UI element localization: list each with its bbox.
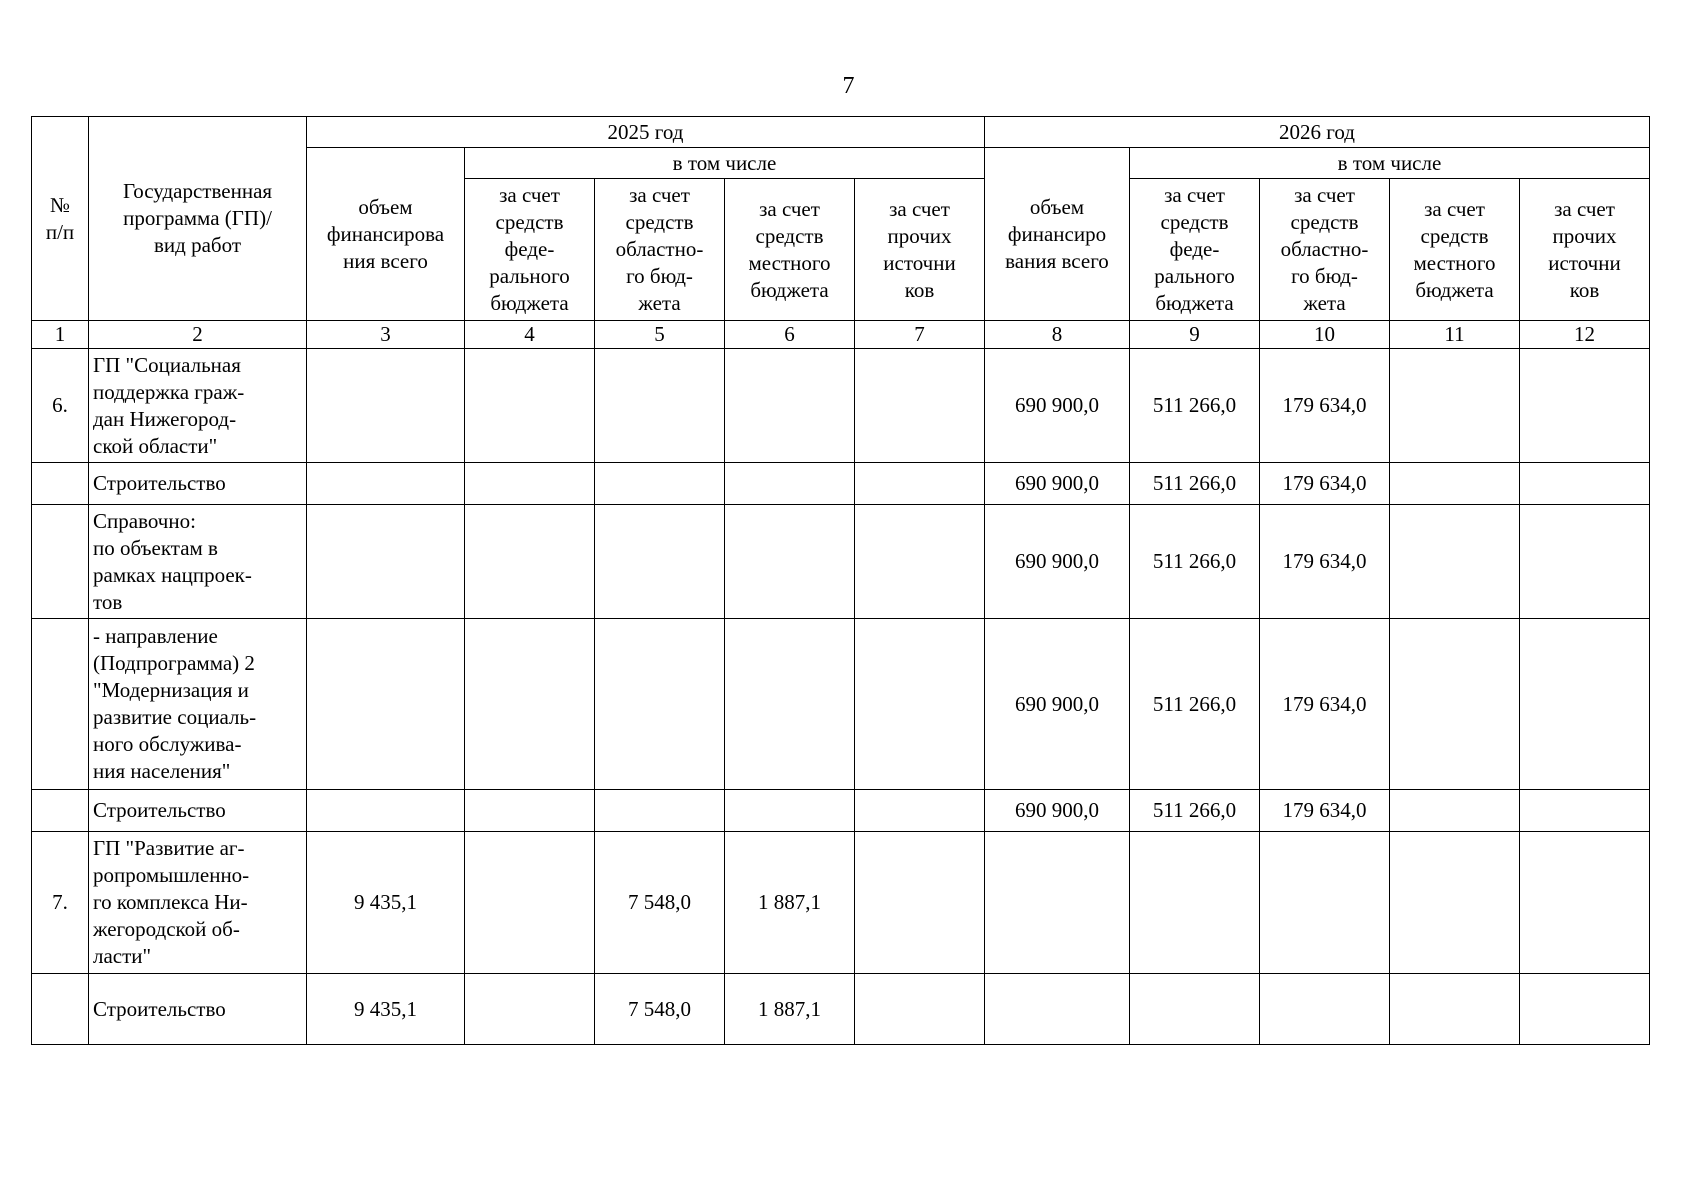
cell-total-2026: 690 900,0 [985, 505, 1130, 619]
cell-other-2026 [1520, 349, 1650, 463]
row-number: 6. [32, 349, 89, 463]
header-other-2026: за счет прочих источни ков [1520, 179, 1650, 321]
cell-other-2026 [1520, 619, 1650, 790]
header-regional-2026: за счет средств областно- го бюд- жета [1260, 179, 1390, 321]
cell-other-2025 [855, 790, 985, 832]
header-federal-2026: за счет средств феде- рального бюджета [1130, 179, 1260, 321]
table-row [32, 505, 1650, 619]
table-row [32, 349, 1650, 463]
cell-federal-2025 [465, 505, 595, 619]
cell-total-2026 [985, 974, 1130, 1045]
row-number [32, 974, 89, 1045]
cell-total-2026 [985, 832, 1130, 974]
cell-total-2025 [307, 349, 465, 463]
cell-total-2026: 690 900,0 [985, 349, 1130, 463]
header-local-2026: за счет средств местного бюджета [1390, 179, 1520, 321]
cell-local-2026 [1390, 505, 1520, 619]
header-federal-2025: за счет средств феде- рального бюджета [465, 179, 595, 321]
cell-regional-2025: 7 548,0 [595, 832, 725, 974]
cell-other-2025 [855, 974, 985, 1045]
cell-total-2025 [307, 463, 465, 505]
cell-local-2025: 1 887,1 [725, 974, 855, 1045]
cell-regional-2026: 179 634,0 [1260, 790, 1390, 832]
table-row [32, 790, 1650, 832]
cell-regional-2026: 179 634,0 [1260, 349, 1390, 463]
header-including-2026: в том числе [1130, 148, 1650, 179]
row-number [32, 505, 89, 619]
cell-federal-2026: 511 266,0 [1130, 790, 1260, 832]
cell-total-2025: 9 435,1 [307, 974, 465, 1045]
column-number: 8 [985, 321, 1130, 349]
page-number: 7 [842, 73, 855, 99]
header-year-2026: 2026 год [985, 117, 1650, 148]
cell-other-2025 [855, 619, 985, 790]
cell-federal-2026: 511 266,0 [1130, 505, 1260, 619]
header-total-2025: объем финансирова ния всего [307, 148, 465, 321]
header-row-column-numbers [32, 321, 1650, 349]
cell-federal-2025 [465, 790, 595, 832]
header-including-2025: в том числе [465, 148, 985, 179]
row-program-name: Строительство [89, 790, 307, 832]
cell-local-2026 [1390, 790, 1520, 832]
cell-federal-2026: 511 266,0 [1130, 619, 1260, 790]
cell-total-2026: 690 900,0 [985, 619, 1130, 790]
cell-total-2025 [307, 790, 465, 832]
column-number: 10 [1260, 321, 1390, 349]
row-program-name: Строительство [89, 974, 307, 1045]
header-other-2025: за счет прочих источни ков [855, 179, 985, 321]
cell-federal-2025 [465, 619, 595, 790]
cell-regional-2026: 179 634,0 [1260, 463, 1390, 505]
cell-regional-2025 [595, 505, 725, 619]
cell-other-2026 [1520, 974, 1650, 1045]
row-program-name: ГП "Социальная поддержка граж- дан Нижегород- ской области" [89, 349, 307, 463]
table-row [32, 619, 1650, 790]
cell-federal-2025 [465, 832, 595, 974]
table-header [32, 117, 1650, 349]
cell-local-2025: 1 887,1 [725, 832, 855, 974]
column-number: 9 [1130, 321, 1260, 349]
row-program-name: ГП "Развитие аг- ропромышленно- го комплекса Ни- жегородской об- ласти" [89, 832, 307, 974]
cell-regional-2026 [1260, 974, 1390, 1045]
cell-other-2025 [855, 505, 985, 619]
cell-local-2025 [725, 349, 855, 463]
cell-regional-2026: 179 634,0 [1260, 505, 1390, 619]
cell-other-2026 [1520, 790, 1650, 832]
cell-local-2025 [725, 463, 855, 505]
cell-federal-2026: 511 266,0 [1130, 349, 1260, 463]
cell-federal-2025 [465, 349, 595, 463]
cell-local-2026 [1390, 349, 1520, 463]
table-row [32, 832, 1650, 974]
cell-total-2025 [307, 619, 465, 790]
header-regional-2025: за счет средств областно- го бюд- жета [595, 179, 725, 321]
cell-local-2025 [725, 619, 855, 790]
cell-local-2026 [1390, 619, 1520, 790]
cell-regional-2025 [595, 619, 725, 790]
cell-local-2025 [725, 505, 855, 619]
table-row [32, 463, 1650, 505]
header-col-program: Государственная программа (ГП)/ вид работ [89, 117, 307, 321]
row-number [32, 790, 89, 832]
cell-federal-2025 [465, 463, 595, 505]
column-number: 5 [595, 321, 725, 349]
cell-local-2025 [725, 790, 855, 832]
cell-other-2025 [855, 463, 985, 505]
cell-total-2026: 690 900,0 [985, 790, 1130, 832]
row-number [32, 619, 89, 790]
row-program-name: Строительство [89, 463, 307, 505]
row-number: 7. [32, 832, 89, 974]
cell-local-2026 [1390, 832, 1520, 974]
header-local-2025: за счет средств местного бюджета [725, 179, 855, 321]
cell-regional-2025: 7 548,0 [595, 974, 725, 1045]
cell-regional-2025 [595, 463, 725, 505]
financing-table [31, 116, 1650, 1045]
header-total-2026: объем финансиро вания всего [985, 148, 1130, 321]
row-program-name: - направление (Подпрограмма) 2 "Модернизация и развитие социаль- ного обслужива- ния населения" [89, 619, 307, 790]
cell-other-2025 [855, 349, 985, 463]
table-body [32, 349, 1650, 1045]
cell-federal-2026 [1130, 974, 1260, 1045]
cell-total-2025: 9 435,1 [307, 832, 465, 974]
cell-local-2026 [1390, 463, 1520, 505]
row-program-name: Справочно: по объектам в рамках нацпроек- тов [89, 505, 307, 619]
cell-total-2026: 690 900,0 [985, 463, 1130, 505]
cell-other-2026 [1520, 505, 1650, 619]
cell-regional-2025 [595, 349, 725, 463]
cell-local-2026 [1390, 974, 1520, 1045]
cell-regional-2025 [595, 790, 725, 832]
cell-federal-2026: 511 266,0 [1130, 463, 1260, 505]
header-row-years [32, 117, 1650, 148]
header-col-no: № п/п [32, 117, 89, 321]
column-number: 12 [1520, 321, 1650, 349]
column-number: 4 [465, 321, 595, 349]
cell-other-2026 [1520, 832, 1650, 974]
column-number: 7 [855, 321, 985, 349]
column-number: 1 [32, 321, 89, 349]
column-number: 11 [1390, 321, 1520, 349]
cell-federal-2026 [1130, 832, 1260, 974]
row-number [32, 463, 89, 505]
cell-total-2025 [307, 505, 465, 619]
cell-other-2026 [1520, 463, 1650, 505]
column-number: 3 [307, 321, 465, 349]
cell-federal-2025 [465, 974, 595, 1045]
column-number: 2 [89, 321, 307, 349]
cell-regional-2026 [1260, 832, 1390, 974]
column-number: 6 [725, 321, 855, 349]
table-row [32, 974, 1650, 1045]
cell-other-2025 [855, 832, 985, 974]
cell-regional-2026: 179 634,0 [1260, 619, 1390, 790]
header-year-2025: 2025 год [307, 117, 985, 148]
